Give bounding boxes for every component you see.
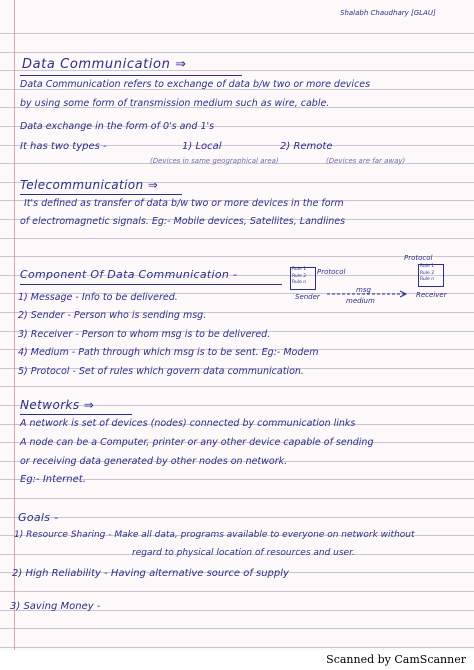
ruled-line (0, 256, 474, 257)
networks-example: Eg:- Internet. (20, 474, 86, 485)
ruled-line (0, 647, 474, 648)
telecom-line-1: It's defined as transfer of data b/w two or more devices in the form (24, 198, 344, 209)
goal-item-1: 1) Resource Sharing - Make all data, programs available to everyone on network without (14, 530, 415, 540)
telecom-underline (20, 194, 182, 195)
local-note: (Devices in same geographical area) (150, 157, 279, 165)
networks-underline (20, 414, 132, 415)
networks-heading: Networks ⇒ (20, 398, 95, 412)
telecom-line-2: of electromagnetic signals. Eg:- Mobile devices, Satellites, Landlines (20, 216, 346, 227)
ruled-line (0, 498, 474, 499)
type-local: 1) Local (182, 141, 222, 152)
goal-item-3: 3) Saving Money - (10, 601, 101, 612)
ruled-line (0, 517, 474, 518)
networks-line-3: or receiving data generated by other nodes on network. (20, 456, 288, 467)
goal-item-1-continued: regard to physical location of resources and user. (132, 548, 355, 558)
ruled-line (0, 52, 474, 53)
component-item-4: 4) Medium - Path through which msg is to be sent. Eg:- Modem (18, 347, 319, 358)
component-item-5: 5) Protocol - Set of rules which govern data communication. (18, 366, 304, 377)
data-comm-heading: Data Communication ⇒ (22, 57, 187, 72)
ruled-line (0, 628, 474, 629)
receiver-label: Receiver (416, 291, 447, 299)
components-heading: Component Of Data Communication - (20, 268, 238, 281)
goal-item-2: 2) High Reliability - Having alternative source of supply (12, 568, 289, 579)
component-item-3: 3) Receiver - Person to whom msg is to be delivered. (18, 329, 271, 340)
ruled-line (0, 33, 474, 34)
scanner-watermark: Scanned by CamScanner (326, 653, 466, 666)
component-item-1: 1) Message - Info to be delivered. (18, 292, 178, 303)
diagram-arrow-line (325, 289, 410, 299)
component-item-2: 2) Sender - Person who is sending msg. (18, 310, 207, 321)
ruled-line (0, 238, 474, 239)
remote-note: (Devices are far away) (326, 157, 406, 165)
protocol-label-right: Protocol (404, 254, 433, 262)
rules-box-right-text: Rule 1 Rule 2 Rule n (420, 264, 435, 282)
sender-label: Sender (295, 293, 320, 301)
msg-label: msg (356, 286, 371, 294)
data-comm-types-line: It has two types - (20, 141, 107, 152)
networks-line-1: A network is set of devices (nodes) connected by communication links (20, 418, 356, 429)
networks-line-2: A node can be a Computer, printer or any other device capable of sending (20, 437, 374, 448)
telecom-heading: Telecommunication ⇒ (20, 178, 159, 192)
components-underline (20, 284, 282, 285)
type-remote: 2) Remote (280, 141, 333, 152)
rules-box-left-text: Rule 1 Rule 2 Rule n (292, 267, 307, 285)
data-comm-underline (20, 75, 242, 76)
data-comm-line-2: by using some form of transmission medium such as wire, cable. (20, 98, 330, 109)
ruled-line (0, 386, 474, 387)
author-note: Shalabh Chaudhary [GLAU] (340, 9, 436, 17)
ruled-line (0, 591, 474, 592)
protocol-label-left: Protocol (317, 268, 346, 276)
medium-label: medium (346, 297, 375, 305)
margin-line (14, 0, 15, 650)
goals-heading: Goals - (18, 511, 59, 524)
data-comm-line-3: Data exchange in the form of 0's and 1's (20, 121, 215, 132)
data-comm-line-1: Data Communication refers to exchange of data b/w two or more devices (20, 79, 371, 90)
